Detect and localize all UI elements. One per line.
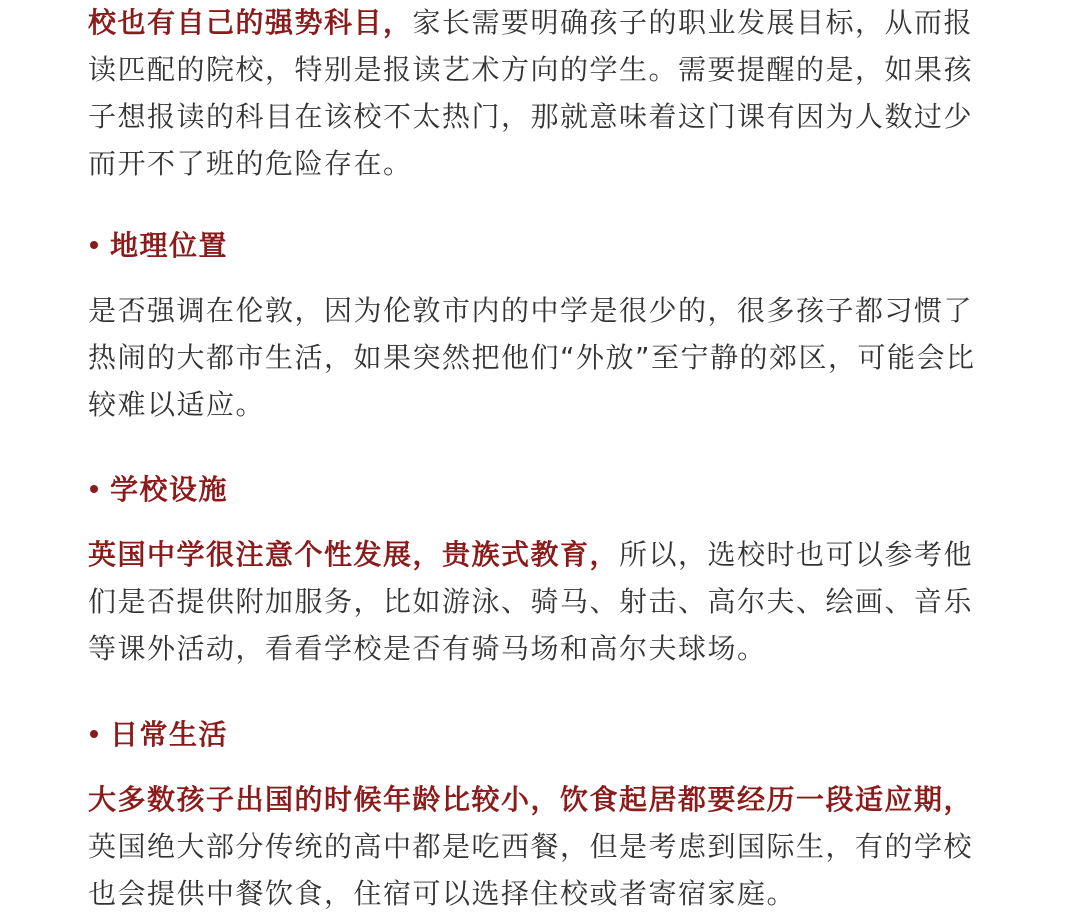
intro-paragraph [88,0,1000,187]
daily-life-text: 英国绝大部分传统的高中都是吃西餐，但是考虑到国际生，有的学校也会提供中餐饮食，住宿可以选择住校或者寄宿家庭。 [88,830,974,910]
bullet-dot-icon [90,241,98,249]
intro-highlight: 校也有自己的强势科目， [88,6,413,39]
daily-life-highlight: 大多数孩子出国的时候年龄比较小，饮食起居都要经历一段适应期， [88,783,974,816]
section-heading-facilities [88,466,228,513]
heading-facilities-label: 学校设施 [110,473,229,506]
bullet-dot-icon [90,730,98,738]
heading-location-label: 地理位置 [110,229,229,262]
section-heading-daily-life [88,711,228,758]
facilities-highlight: 英国中学很注意个性发展，贵族式教育， [88,538,620,571]
location-text: 是否强调在伦敦，因为伦敦市内的中学是很少的，很多孩子都习惯了热闹的大都市生活，如果突然把他们“外放”至宁静的郊区，可能会比较难以适应。 [88,294,976,421]
intro-text: 家长需要明确孩子的职业发展目标，从而报读匹配的院校，特别是报读艺术方向的学生。需要提醒的是，如果孩子想报读的科目在该校不太热门，那就意味着这门课有因为人数过少而开不了班的危险存在。 [88,6,974,180]
section-heading-location [88,222,228,269]
daily-life-paragraph [88,776,1000,917]
heading-daily-life-label: 日常生活 [110,718,229,751]
facilities-paragraph [88,531,1000,672]
facilities-text: 所以，选校时也可以参考他们是否提供附加服务，比如游泳、骑马、射击、高尔夫、绘画、音乐等课外活动，看看学校是否有骑马场和高尔夫球场。 [88,538,974,665]
location-paragraph [88,287,1000,428]
bullet-dot-icon [90,485,98,493]
